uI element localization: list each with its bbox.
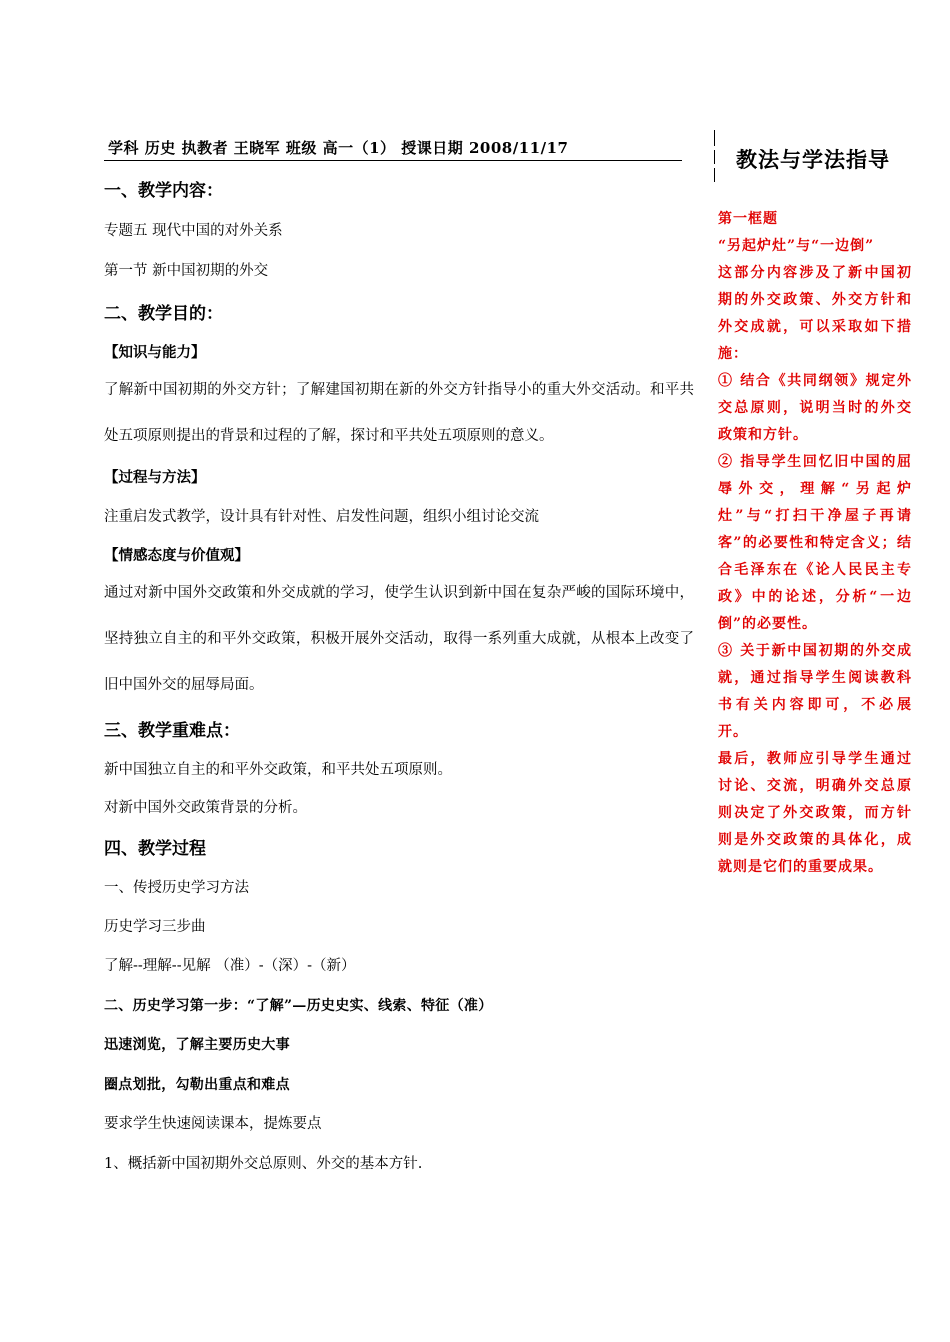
sidebar-paragraph: ② 指导学生回忆旧中国的屈辱外交，理解“另起炉灶”与“打扫干净屋子再请客”的必要性和特定含义；结合毛泽东在《论人民民主专政》中的论述，分析“一边倒”的必要性。 [718, 454, 912, 632]
bold-line: 圈点划批，勾勒出重点和难点 [104, 1077, 290, 1093]
paragraph-process: 注重启发式教学，设计具有针对性、启发性问题，组织小组讨论交流 [104, 509, 539, 525]
content-line: 专题五 现代中国的对外关系 [104, 223, 283, 239]
content-line: 要求学生快速阅读课本，提炼要点 [104, 1116, 322, 1132]
sidebar-paragraph: “另起炉灶”与“一边倒” [718, 238, 875, 254]
sidebar-title: 教法与学法指导 [736, 147, 890, 172]
bold-line: 迅速浏览，了解主要历史大事 [104, 1037, 290, 1053]
sidebar-notes [718, 206, 912, 881]
content-line: 一、传授历史学习方法 [104, 880, 249, 896]
subheading-attitude: 【情感态度与价值观】 [104, 547, 249, 564]
divider-bar-top [714, 130, 715, 146]
subheading-process: 【过程与方法】 [104, 469, 206, 486]
divider-bar-bottom [714, 168, 715, 182]
header-rule [104, 160, 682, 161]
divider-bar-middle [714, 150, 715, 164]
content-line: 新中国独立自主的和平外交政策，和平共处五项原则。 [104, 762, 452, 778]
section-4-heading: 四、教学过程 [104, 839, 206, 859]
sidebar-paragraph: 最后，教师应引导学生通过讨论、交流，明确外交总原则决定了外交政策，而方针则是外交政策的具体化，成就则是它们的重要成果。 [718, 751, 912, 875]
sidebar-paragraph: ① 结合《共同纲领》规定外交总原则，说明当时的外交政策和方针。 [718, 373, 912, 443]
section-1-heading: 一、教学内容： [104, 181, 223, 201]
content-line: 1、概括新中国初期外交总原则、外交的基本方针. [104, 1156, 423, 1172]
subheading-knowledge: 【知识与能力】 [104, 344, 206, 361]
sidebar-paragraph: 这部分内容涉及了新中国初期的外交政策、外交方针和外交成就，可以采取如下措施： [718, 265, 912, 362]
section-3-heading: 三、教学重难点： [104, 721, 240, 741]
content-line: 了解--理解--见解 （准）-（深）-（新） [104, 958, 356, 974]
section-2-heading: 二、教学目的： [104, 304, 223, 324]
paragraph-knowledge: 了解新中国初期的外交方针；了解建国初期在新的外交方针指导小的重大外交活动。和平共处五项原则提出的背景和过程的了解，探讨和平共处五项原则的意义。 [104, 382, 694, 444]
sidebar-paragraph: 第一框题 [718, 211, 778, 227]
content-line: 第一节 新中国初期的外交 [104, 263, 269, 279]
content-line: 对新中国外交政策背景的分析。 [104, 800, 307, 816]
sidebar-paragraph: ③ 关于新中国初期的外交成就，通过指导学生阅读教科书有关内容即可，不必展开。 [718, 643, 912, 740]
content-line: 历史学习三步曲 [104, 919, 206, 935]
lesson-header: 学科 历史 执教者 王晓军 班级 高一（1） 授课日期 2008/11/17 [108, 139, 569, 157]
step-one-heading: 二、历史学习第一步：“了解”—历史史实、线索、特征（准） [104, 998, 493, 1014]
paragraph-attitude: 通过对新中国外交政策和外交成就的学习，使学生认识到新中国在复杂严峻的国际环境中，坚持独立自主的和平外交政策，积极开展外交活动，取得一系列重大成就，从根本上改变了旧中国外交的屈辱局面。 [104, 585, 694, 693]
